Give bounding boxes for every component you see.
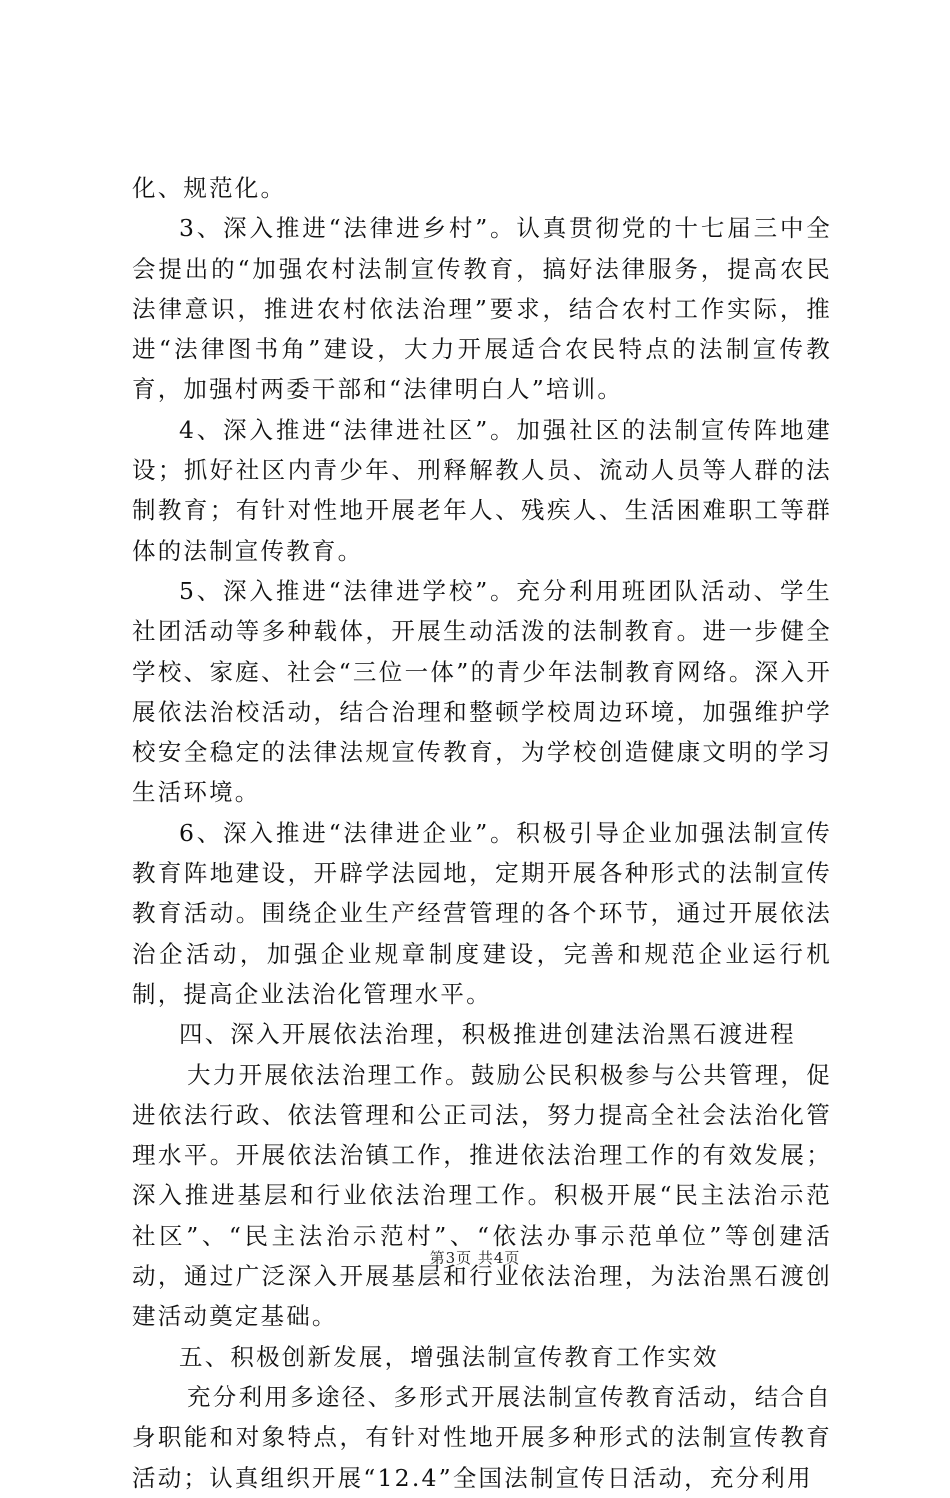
paragraph-law-into-communities: 4、深入推进“法律进社区”。加强社区的法制宣传阵地建设；抓好社区内青少年、刑释解教人员、流动人员等人群的法制教育；有针对性地开展老年人、残疾人、生活困难职工等群体的法制宣传教育。 — [132, 415, 832, 565]
paragraph-law-into-villages: 3、深入推进“法律进乡村”。认真贯彻党的十七届三中全会提出的“加强农村法制宣传教育，搞好法律服务，提高农民法律意识，推进农村依法治理”要求，结合农村工作实际，推进“法律图书角”建设，大力开展适合农民特点的法制宣传教育，加强村两委干部和“法律明白人”培训。 — [132, 214, 832, 404]
paragraph-law-into-enterprises: 6、深入推进“法律进企业”。积极引导企业加强法制宣传教育阵地建设，开辟学法园地，定期开展各种形式的法制宣传教育活动。围绕企业生产经营管理的各个环节，通过开展依法治企活动，加强企业规章制度建设，完善和规范企业运行机制，提高企业法治化管理水平。 — [132, 818, 832, 1008]
paragraph-innovation: 充分利用多途径、多形式开展法制宣传教育活动，结合自身职能和对象特点，有针对性地开展多种形式的法制宣传教育活动；认真组织开展“12.4”全国法制宣传日活动，充分利用 — [132, 1382, 832, 1492]
paragraph-law-into-schools: 5、深入推进“法律进学校”。充分利用班团队活动、学生社团活动等多种载体，开展生动活泼的法制教育。进一步健全学校、家庭、社会“三位一体”的青少年法制教育网络。深入开展依法治校活动，结合治理和整顿学校周边环境，加强维护学校安全稳定的法律法规宣传教育，为学校创造健康文明的学习生活环境。 — [132, 576, 832, 807]
page-footer: 第3页 共4页 — [429, 1249, 521, 1267]
document-body — [132, 168, 832, 1498]
section-heading-4: 四、深入开展依法治理，积极推进创建法治黑石渡进程 — [179, 1020, 796, 1049]
section-heading-5: 五、积极创新发展，增强法制宣传教育工作实效 — [179, 1342, 719, 1371]
paragraph-continuation: 化、规范化。 — [132, 174, 287, 202]
paragraph-governance: 大力开展依法治理工作。鼓励公民积极参与公共管理，促进依法行政、依法管理和公正司法，努力提高全社会法治化管理水平。开展依法治镇工作，推进依法治理工作的有效发展；深入推进基层和行业依法治理工作。积极开展“民主法治示范社区”、“民主法治示范村”、“依法办事示范单位”等创建活动，通过广泛深入开展基层和行业依法治理，为法治黑石渡创建活动奠定基础。 — [132, 1060, 832, 1331]
